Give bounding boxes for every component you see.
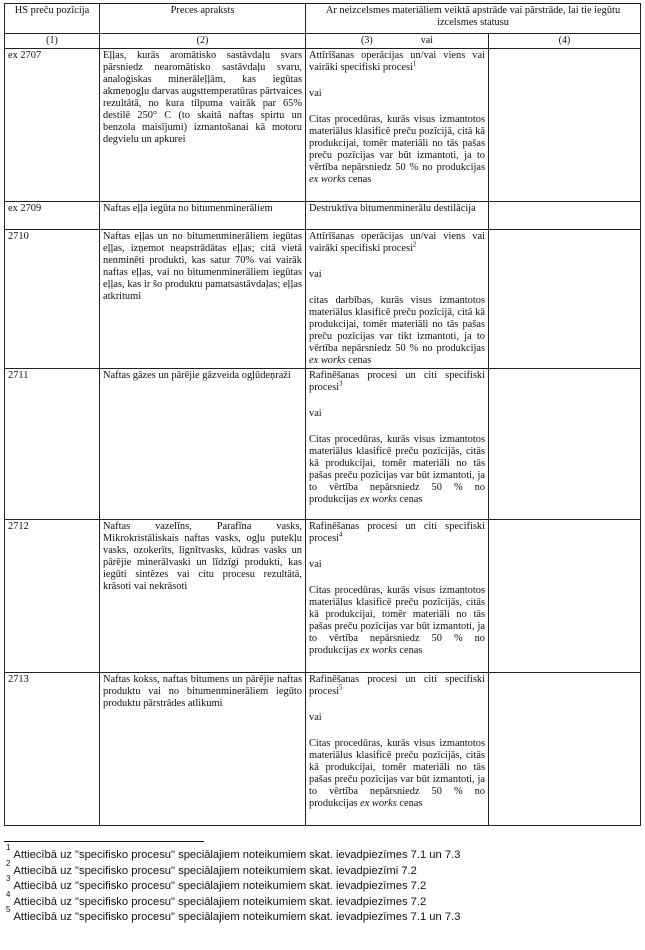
processing-rule: Rafinēšanas procesi un citi specifiski procesi$^5$ vai Citas procedūras, kurās visus izmantotos materiālus klasificē preču pozīcijās, citās kā produkcijai, tomēr materiāli no tās pašas preču pozīcijas var būt izmantoti, ja to vērtība nepārsniedz 50 % no produkcijas ex works cenas [306, 673, 489, 826]
table-row [5, 202, 641, 230]
table-row [5, 369, 641, 520]
processing-rule: Rafinēšanas procesi un citi specifiski procesi$^3$ vai Citas procedūras, kurās visus izmantotos materiālus klasificē preču pozīcijās, citās kā produkcijai, tomēr materiāli no tās pašas preču pozīcijas var būt izmantoti, ja to vērtība nepārsniedz 50 % no produkcijas ex works cenas [306, 369, 489, 520]
table-header-row [5, 4, 641, 34]
hs-code: 2711 [5, 369, 100, 520]
hs-code: 2712 [5, 520, 100, 673]
footnote: $^5$Attiecībā uz "specifisko procesu" speciālajiem noteikumiem skat. ievadpiezīmes 7.1 un 7.3 [6, 905, 461, 923]
footnote: $^1$Attiecībā uz "specifisko procesu" speciālajiem noteikumiem skat. ievadpiezīmes 7.1 un 7.3 [6, 843, 461, 861]
goods-description: Naftas gāzes un pārējie gāzveida ogļūdeņraži [100, 369, 306, 520]
hs-code: 2710 [5, 230, 100, 369]
footnote: $^2$Attiecībā uz "specifisko procesu" speciālajiem noteikumiem skat. ievadpiezīmi 7.2 [6, 858, 417, 877]
goods-description: Naftas eļļas un no bitumenminerāliem iegūtas eļļas, izņemot neapstrādātas eļļas; citā vietā nenminēti produkti, kas satur 70% vai vairāk naftas eļļas, vai no bitumenminerāliem iegūtas eļļas, kas ir šo produktu pamatsastāvdaļas; eļļas atkritumi [100, 230, 306, 369]
processing-rule-alt [489, 230, 641, 369]
column-number-1: (1) [5, 34, 100, 49]
processing-rule: Attīrīšanas operācijas un/vai viens vai vairāki specifiski procesi$^2$ vai citas darbības, kurās visus izmantotos materiālus klasificē preču pozīcijā, citā kā produkcijai, tomēr materiāli no tās pašas preču pozīcijas var tikt izmantoti, ja to vērtība nepārsniedz 50 % no produkcijas ex works cenas [306, 230, 489, 369]
goods-description: Naftas vazelīns, Parafīna vasks, Mikrokristāliskais naftas vasks, ogļu putekļu vasks, ozokerīts, lignītvasks, kūdras vasks un pārējie minerālvaski un līdzīgi produkti, kas iegūti sintēzes vai citu procesu rezultātā, krāsoti vai nekrāsoti [100, 520, 306, 673]
origin-rules-table [4, 3, 641, 826]
processing-rule-alt [489, 369, 641, 520]
column-number-4: (4) [489, 34, 641, 49]
column-number-2: (2) [100, 34, 306, 49]
goods-description: Naftas eļļa iegūta no bitumenminerāliem [100, 202, 306, 230]
header-processing: Ar neizcelsmes materiāliem veiktā apstrāde vai pārstrāde, lai tie iegūtu izcelsmes statusu [306, 4, 641, 34]
table-row [5, 49, 641, 202]
footnotes [6, 843, 461, 926]
footnote-separator [4, 841, 204, 842]
document-page [4, 3, 640, 826]
goods-description: Naftas kokss, naftas bitumens un pārējie naftas produktu vai no bitumenminerāliem iegūto produktu pārstrādes atlikumi [100, 673, 306, 826]
processing-rule: Rafinēšanas procesi un citi specifiski procesi$^4$ vai Citas procedūras, kurās visus izmantotos materiālus klasificē preču pozīcijās, citās kā produkcijai, tomēr materiāli no tās pašas preču pozīcijas var būt izmantoti, ja to vērtība nepārsniedz 50 % no produkcijas ex works cenas [306, 520, 489, 673]
table-row [5, 520, 641, 673]
processing-rule-alt [489, 202, 641, 230]
table-row [5, 673, 641, 826]
hs-code: ex 2709 [5, 202, 100, 230]
header-description: Preces apraksts [100, 4, 306, 34]
column-number-row [5, 34, 641, 49]
goods-description: Eļļas, kurās aromātisko sastāvdaļu svars pārsniedz nearomātisko sastāvdaļu svaru, analoģiskas minerāleļļām, kas iegūtas akmeņogļu darvas augsttemperatūras pārtvaices rezultātā, no kura tilpuma vairāk par 65% destilē 250° C (to skaitā naftas spirtu un benzola maisījumi) izmantošanai kā motoru degvielu un apkurei [100, 49, 306, 202]
footnote: $^3$Attiecībā uz "specifisko procesu" speciālajiem noteikumiem skat. ievadpiezīmes 7.2 [6, 874, 427, 892]
hs-code: 2713 [5, 673, 100, 826]
processing-rule: Attīrīšanas operācijas un/vai viens vai vairāki specifiski procesi$^1$ vai Citas procedūras, kurās visus izmantotos materiālus klasificē preču pozīcijā, citā kā produkcijai, tomēr materiāli no tās pašas preču pozīcijas var būt izmantoti, ja to vērtība nepārsniedz 50 % no produkcijas ex works cenas [306, 49, 489, 202]
processing-rule: Destruktīva bitumenminerālu destilācija [306, 202, 489, 230]
header-hs-position: HS preču pozīcija [5, 4, 100, 34]
footnote: $^4$Attiecībā uz "specifisko procesu" speciālajiem noteikumiem skat. ievadpiezīmes 7.2 [6, 889, 427, 908]
processing-rule-alt [489, 520, 641, 673]
processing-rule-alt [489, 49, 641, 202]
processing-rule-alt [489, 673, 641, 826]
table-row [5, 230, 641, 369]
column-number-3: (3) vai [306, 34, 489, 49]
hs-code: ex 2707 [5, 49, 100, 202]
